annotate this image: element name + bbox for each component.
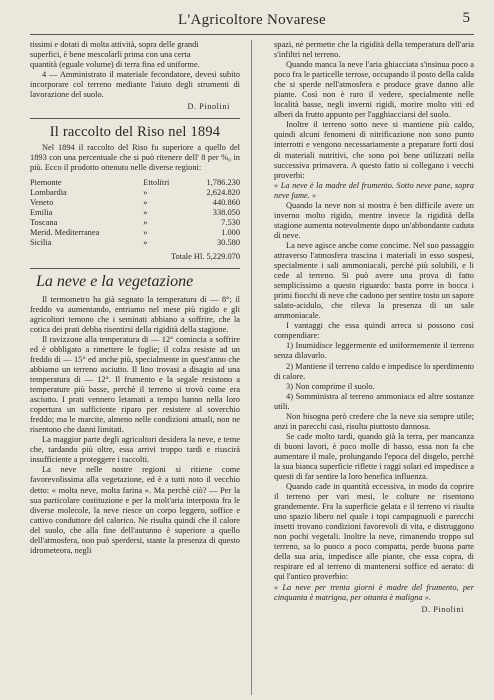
- snow-paragraph: Quando cade in quantità eccessiva, in modo da coprire il terreno per vari mesi, le colture ne risentono grandemente. Fra la superficie gelata e il terreno vi risulta uno spazio libero nel quale i topi campagnuoli e parecchi insetti trovano condizioni favorevoli di vita, e distruggono non pochi vegetali. Inoltre la neve, rimanendo troppo sul terreno, sa lo puoco a poco compatta, perde buona parte della sua aria, impedisce alle piante, che essa copra, di respirare ed al terreno di mantenersi soffice ed aerato: di qui l'antico proverbio:: [274, 482, 474, 582]
- region-value: 1,786.230: [206, 177, 240, 187]
- continued-text: [30, 40, 240, 112]
- intro-signature: D. Pinolini: [187, 102, 230, 112]
- proverb-text: « La neve è la madre del frumento. Sotto neve pane, sopra neve fame. »: [274, 180, 474, 200]
- ditto-mark: »: [143, 237, 148, 247]
- rice-article: [30, 124, 240, 261]
- region-name: Veneto: [30, 197, 54, 207]
- table-row: [30, 228, 240, 238]
- ditto-mark: »: [143, 207, 148, 217]
- rice-table: [30, 178, 240, 248]
- left-column: [30, 40, 240, 556]
- region-value: 338.050: [212, 207, 240, 217]
- region-name: Piemonte: [30, 177, 62, 187]
- advantage-item: 4) Somministra al terreno ammoniaca ed altre sostanze utili.: [274, 391, 474, 411]
- advantage-item: 2) Mantiene il terreno caldo e impedisce lo sperdimento di calore.: [274, 361, 474, 381]
- region-value: 440.860: [212, 197, 240, 207]
- rice-article-title: Il raccolto del Riso nel 1894: [49, 124, 221, 141]
- rice-intro: Nel 1894 il raccolto del Riso fu superiore a quello del 1893 con una percentuale che si può ritenere dell' 8 per %₀ in più. Ecco il prodotto ottenuto nelle diverse regioni:: [30, 143, 240, 173]
- ditto-mark: »: [143, 197, 148, 207]
- total-value: 5,229.070: [206, 251, 240, 261]
- ditto-mark: »: [143, 187, 148, 197]
- column-divider: [251, 40, 252, 695]
- proverb: [274, 181, 474, 201]
- rice-total: [30, 252, 240, 262]
- proverb-text: « La neve per trenta giorni è madre del frumento, per cinquanta è matrigna, per ottanta è maligna ».: [274, 582, 474, 602]
- journal-title: L'Agricoltore Novarese: [178, 12, 326, 28]
- snow-paragraph: Il termometro ha già segnato la temperatura di — 8°; il freddo va aumentando, entriamo nel mese più rigido e gli agricoltori temono che i seminati abbiano a soffrire, che la cotica dei prati debba risentirsi della rigidità della stagione.: [30, 294, 240, 334]
- article-signature: D. Pinolini: [421, 604, 464, 614]
- snow-paragraph: La neve nelle nostre regioni si ritiene come favorevolissima alla vegetazione, ed è a tutti noto il vecchio detto: « molta neve, molta farina ». Ma perchè ciò? — Per la sua particolare costituzione e per la molt'aria interposta fra le diverse molecole, la neve riesce un corpo leggero, soffice e cattivo conduttore del calorico. Ne risulta quindi che il calore del suolo, che alla fine dell'autunno è superiore a quello dell'atmosfera, non può sperdersi, stante la presenza di questo idrometeora, negli: [30, 465, 240, 555]
- region-value: 30.580: [216, 237, 240, 247]
- snow-paragraph: Quando manca la neve l'aria ghiacciata s'insinua poco a poco fra le particelle terrose, occupando il posto della calda che si sperde nell'atmosfera e produce grave danno alle piante. Così non è raro il vedere, specialmente nelle località basse, negli inverni rigidi, morire molto viti ed alberi da frutto appunto per l'agghiacciarsi del suolo.: [274, 60, 474, 120]
- region-name: Sicilia: [30, 237, 52, 247]
- snow-paragraph: La maggior parte degli agricoltori desidera la neve, e teme che, tardando più oltre, essa arrivi troppo tardi e riuscirà insufficiente a proteggere i raccolti.: [30, 435, 240, 465]
- snow-paragraph: I vantaggi che essa quindi arreca si possono così compendiare:: [274, 321, 474, 341]
- advantage-item: 1) Inumidisce leggermente ed uniformemente il terreno senza dilavarlo.: [274, 341, 474, 361]
- snow-paragraph: Non bisogna però credere che la neve sia sempre utile; anzi in parecchi casi, risulta piuttosto dannosa.: [274, 411, 474, 431]
- unit-label: Ettolitri: [143, 177, 170, 187]
- page-number: 5: [462, 10, 470, 26]
- snow-paragraph: La neve agisce anche come concime. Nel suo passaggio attraverso l'atmosfera trascina i materiali in esso sospesi, specialmente i sali ammoniacali, perchè più solubili, e li cede al terreno. Si può avere una prova di fatto semplicissimo a questo riguardo: basta porre in bocca i primi fiocchi di neve che cadono per sentire tosto un sapore salato-acidulo, che rileva la presenza di un sale ammoniacale.: [274, 240, 475, 321]
- total-label: Totale Hl.: [171, 251, 205, 261]
- page-header: [30, 10, 474, 35]
- section-rule: [30, 118, 240, 119]
- region-name: Merid. Mediterranea: [30, 227, 100, 237]
- snow-paragraph: Se cade molto tardi, quando già la terra, per mancanza di buoni lavori, è poco molle di basso, essa non fa che aumentare il male, prolungando l'epoca del disgelo, perchè la sua bianca superficie riflette i raggi solari ed impedisce a questi di far sentire la loro benefica influenza.: [274, 431, 474, 482]
- right-column: [274, 40, 474, 615]
- region-name: Lombardia: [30, 187, 67, 197]
- table-row: [30, 188, 240, 198]
- snow-paragraph: Inoltre il terreno sotto neve si mantiene più caldo, quindi alcuni fenomeni di nitrificazione non sono punto interrotti e vengono necessariamente a preparare forti dosi di materiali nutritivi, che sono poi bene utilizzati nella successiva primavera. A questo fatto si collegano i vecchi proverbi:: [274, 120, 474, 180]
- region-name: Toscana: [30, 217, 58, 227]
- table-row: [30, 198, 240, 208]
- snow-paragraph: spazi, nè permette che la rigidità della temperatura dell'aria s'infiltri nel terreno.: [274, 40, 474, 60]
- ditto-mark: »: [143, 217, 148, 227]
- advantage-item: 3) Non comprime il suolo.: [286, 381, 375, 391]
- table-row: [30, 218, 240, 228]
- region-name: Emilia: [30, 207, 53, 217]
- snow-article: [30, 272, 240, 556]
- intro-line: superfici, è bene mescolarli prima con una certa: [30, 50, 191, 60]
- snow-article-title: La neve e la vegetazione: [36, 272, 194, 290]
- ditto-mark: »: [143, 227, 148, 237]
- table-row: [30, 208, 240, 218]
- region-value: 2,624.820: [206, 187, 240, 197]
- snow-paragraph: Il ravizzone alla temperatura di — 12° comincia a soffrire ed è obbligato a rimettere le foglie; il colza resiste ad un freddo di — 15° ed anche più, specialmente in quest'anno che abbiamo un terreno asciutto. Il lino trovasi a disagio ad una temperatura di — 12°. Il frumento e la segale resistono a temperature più basse, perchè il terreno si trovò come era asciutto. I prati vennero letamati a tempo hanno nella loro copertura un sufficiente riparo per resistere al soverchio freddo; ma le marcite, almeno nelle condizioni attuali, non ne risentono che danni limitati.: [30, 334, 240, 435]
- intro-line: quantità (eguale volume) di terra fina ed uniforme.: [30, 60, 200, 70]
- proverb: [274, 583, 474, 603]
- snow-paragraph: Quando la neve non si mostra è ben difficile avere un inverno molto rigido, mentre invece la rigidità della stagione aumenta notevolmente dopo un'abbondante caduta di neve.: [274, 200, 474, 240]
- table-row: [30, 178, 240, 188]
- table-row: [30, 238, 240, 248]
- intro-line: tissimi e dotati di molta attività, sopra delle grandi: [30, 40, 199, 49]
- intro-item-4: 4 — Amministrato il materiale fecondatore, devesi subito incorporare col terreno mediante l'aiuto degli strumenti di lavorazione del suolo.: [30, 70, 240, 100]
- region-value: 7.530: [221, 217, 240, 227]
- section-rule: [30, 268, 240, 269]
- region-value: 1.000: [221, 227, 240, 237]
